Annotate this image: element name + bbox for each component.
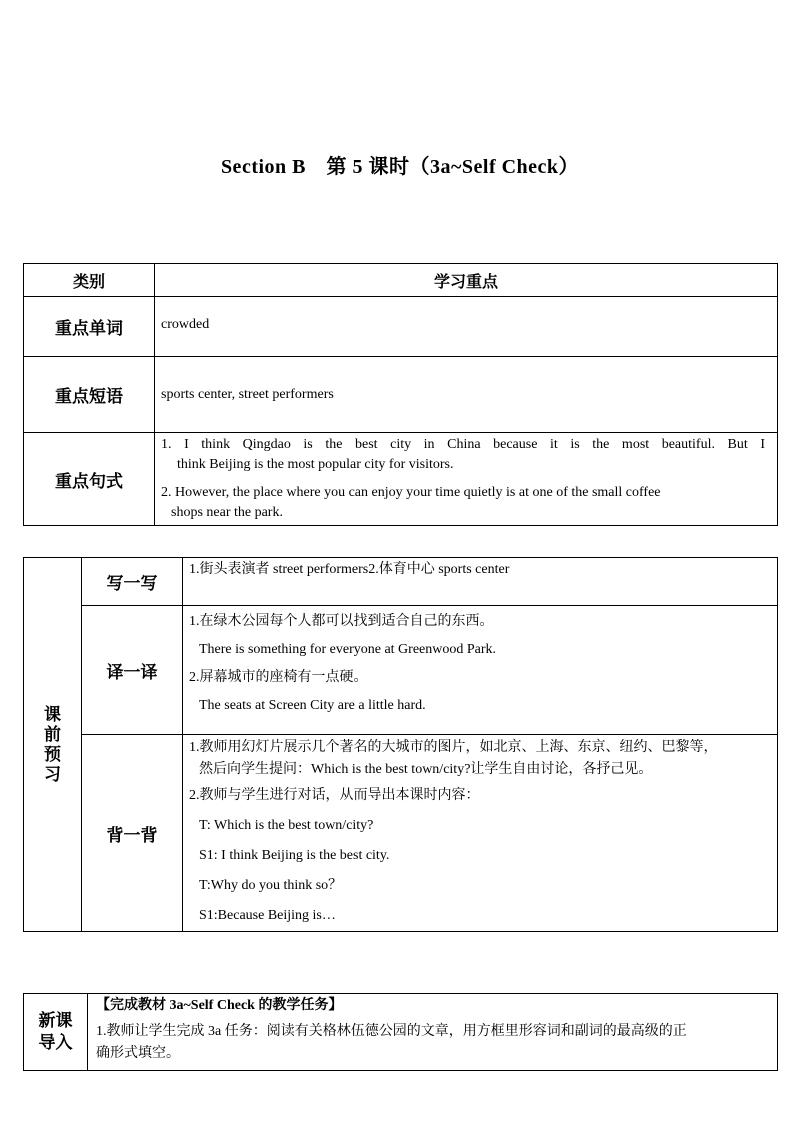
text-line: The seats at Screen City are a little hard. — [199, 698, 426, 713]
text-line: 1.街头表演者 street performers2.体育中心 sports center — [189, 562, 510, 577]
text-line: 2. However, the place where you can enjoy your time quietly is at one of the small coffee — [161, 485, 661, 500]
preview-table — [23, 557, 778, 932]
key-points-table — [23, 263, 778, 526]
text-line: T:Why do you think so？ — [199, 878, 343, 893]
text-line: 确形式填空。 — [96, 1046, 180, 1061]
row-label-write: 写一写 — [82, 558, 183, 606]
text-line: sports center, street performers — [161, 386, 334, 402]
text-line: think Beijing is the most popular city for visitors. — [177, 457, 454, 472]
row-content-words — [155, 297, 778, 357]
text-line: 1.在绿木公园每个人都可以找到适合自己的东西。 — [189, 614, 494, 629]
table-row — [24, 735, 778, 932]
row-label-sentences: 重点句式 — [24, 433, 155, 526]
text-line: crowded — [161, 317, 210, 332]
page-title: Section B 第 5 课时（3a~Self Check） — [220, 156, 580, 178]
row-content-sentences — [155, 433, 778, 526]
text-line: shops near the park. — [171, 505, 283, 520]
row-content-translate — [183, 606, 778, 735]
text-line: 1.教师让学生完成 3a 任务：阅读有关格林伍德公园的文章，用方框里形容词和副词的最高级的正 — [96, 1024, 687, 1039]
table-row — [24, 558, 778, 606]
text-line: 1. I think Qingdao is the best city in China because it is the most beautiful. But I — [161, 437, 765, 452]
row-label-translate: 译一译 — [82, 606, 183, 735]
text-line: T: Which is the best town/city? — [199, 818, 374, 833]
row-label-words: 重点单词 — [24, 297, 155, 357]
table-row — [24, 994, 778, 1071]
table-row — [24, 433, 778, 526]
preview-side-label: 课 前 预 习 — [24, 558, 82, 932]
row-label-recite: 背一背 — [82, 735, 183, 932]
new-lesson-label: 新课 导入 — [24, 994, 88, 1071]
row-content-write — [183, 558, 778, 606]
text-line: There is something for everyone at Greenwood Park. — [199, 642, 497, 657]
text-line: S1: I think Beijing is the best city. — [199, 848, 390, 863]
text-line: 然后向学生提问：Which is the best town/city?让学生自由讨论，各抒己见。 — [199, 762, 653, 777]
row-content-recite — [183, 735, 778, 932]
header-category: 类别 — [24, 264, 155, 297]
table-row — [24, 357, 778, 433]
table-row — [24, 297, 778, 357]
new-lesson-table — [23, 993, 778, 1071]
table-header-row — [24, 264, 778, 297]
new-lesson-content — [88, 994, 778, 1071]
section-heading: 【完成教材 3a~Self Check 的教学任务】 — [96, 998, 343, 1013]
text-line: S1:Because Beijing is… — [199, 908, 336, 923]
text-line: 2.屏幕城市的座椅有一点硬。 — [189, 670, 368, 685]
text-line: 1.教师用幻灯片展示几个著名的大城市的图片，如北京、上海、东京、纽约、巴黎等， — [189, 740, 718, 755]
row-label-phrases: 重点短语 — [24, 357, 155, 433]
row-content-phrases — [155, 357, 778, 433]
table-row — [24, 606, 778, 735]
header-focus: 学习重点 — [155, 264, 778, 297]
text-line: 2.教师与学生进行对话，从而导出本课时内容： — [189, 788, 480, 803]
